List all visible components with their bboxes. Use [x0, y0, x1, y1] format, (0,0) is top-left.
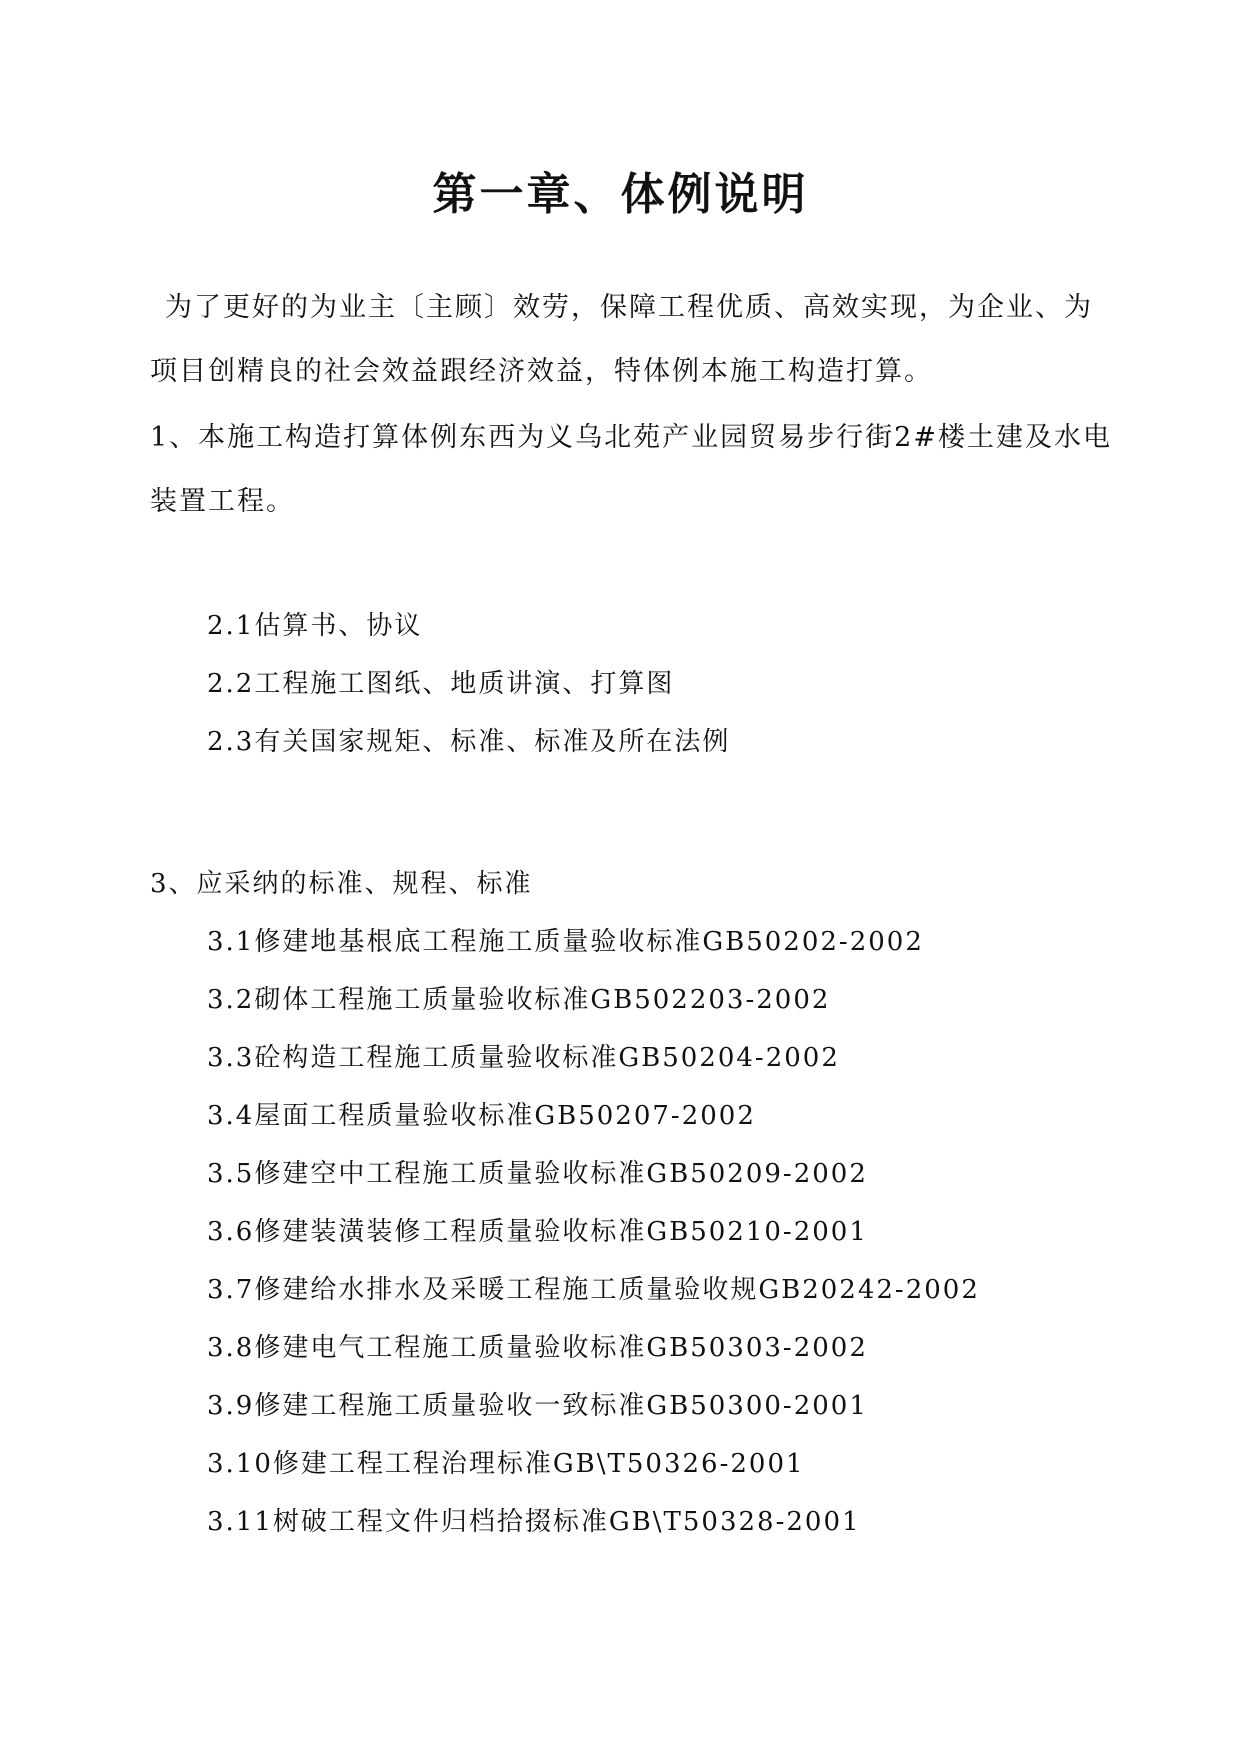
standard-item: 3.3砼构造工程施工质量验收标准GB50204-2002	[207, 1043, 840, 1073]
basis-item: 2.2工程施工图纸、地质讲演、打算图	[207, 669, 675, 699]
standard-item: 3.7修建给水排水及采暖工程施工质量验收规GB20242-2002	[207, 1275, 980, 1305]
basis-item: 2.3有关国家规矩、标准、标准及所在法例	[207, 727, 731, 757]
chapter-title: 第一章、体例说明	[432, 169, 809, 220]
standard-item: 3.9修建工程施工质量验收一致标准GB50300-2001	[207, 1391, 868, 1421]
standard-item: 3.5修建空中工程施工质量验收标准GB50209-2002	[207, 1159, 868, 1189]
item-1-paragraph: 1、本施工构造打算体例东西为义乌北苑产业园贸易步行街2#楼土建及水电装置工程。	[150, 422, 1112, 517]
standard-item: 3.2砌体工程施工质量验收标准GB502203-2002	[207, 985, 831, 1015]
standard-item: 3.1修建地基根底工程施工质量验收标准GB50202-2002	[207, 927, 924, 957]
standard-item: 3.6修建装潢装修工程质量验收标准GB50210-2001	[207, 1217, 868, 1247]
basis-item: 2.1估算书、协议	[207, 611, 423, 641]
standard-item: 3.8修建电气工程施工质量验收标准GB50303-2002	[207, 1333, 868, 1363]
intro-paragraph: 为了更好的为业主〔主顾〕效劳，保障工程优质、高效实现，为企业、为项目创精良的社会效益跟经济效益，特体例本施工构造打算。	[150, 292, 1093, 387]
item-3-heading: 3、应采纳的标准、规程、标准	[150, 869, 533, 899]
standard-item: 3.11树破工程文件归档拾掇标准GB\T50328-2001	[207, 1507, 861, 1537]
standard-item: 3.4屋面工程质量验收标准GB50207-2002	[207, 1101, 756, 1131]
standard-item: 3.10修建工程工程治理标准GB\T50326-2001	[207, 1449, 805, 1479]
